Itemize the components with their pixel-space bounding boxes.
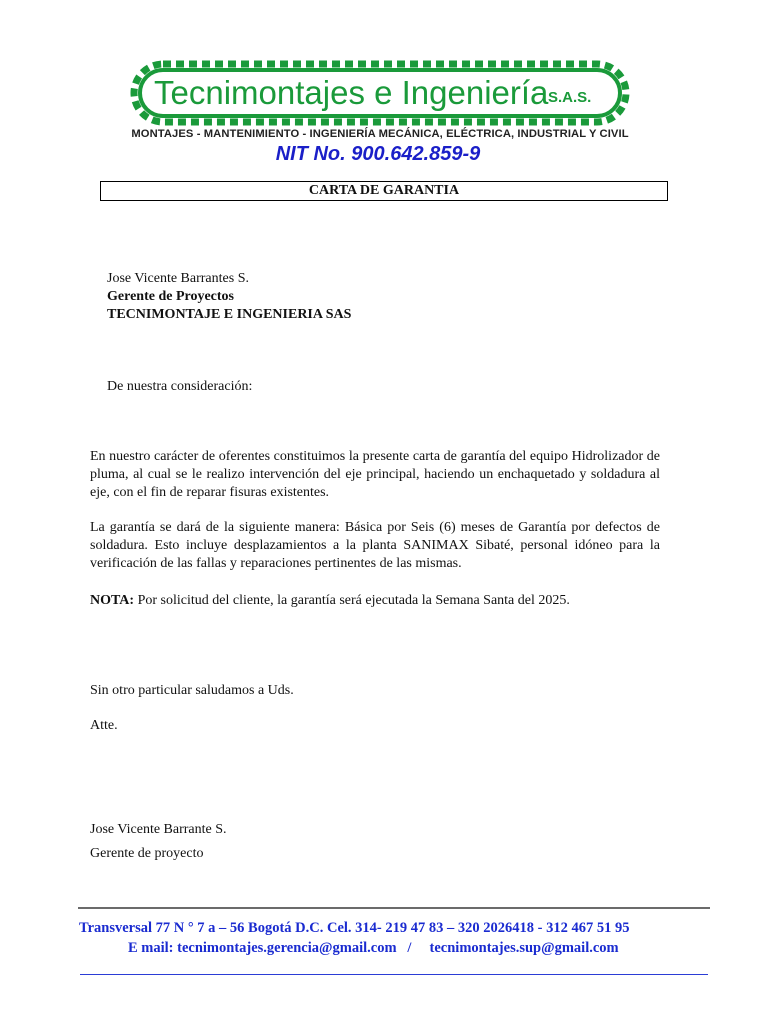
nit-number: NIT No. 900.642.859-9 [275,143,481,165]
closing-line: Sin otro particular saludamos a Uds. [90,683,294,698]
footer-address: Transversal 77 N ° 7 a – 56 Bogotá D.C. Cel. 314- 219 47 83 – 320 2026418 - 312 467 51 95 [79,920,630,936]
body-paragraph-1: En nuestro carácter de oferentes constituimos la presente carta de garantía del equipo Hidrolizador de pluma, al cual se le realizo intervención del eje principal, haciendo un enchaquetado y soldadura al eje, con el fin de reparar fisuras existentes. [90,449,660,500]
logo-suffix: S.A.S. [548,89,592,106]
body-paragraph-2: La garantía se dará de la siguiente manera: Básica por Seis (6) meses de Garantía por defectos de soldadura. Esto incluye desplazamientos a la planta SANIMAX Sibaté, personal idóneo para la verificación de las fallas y reparaciones pertinentes de las mismas. [90,520,660,571]
signature-name: Jose Vicente Barrante S. [90,822,227,837]
company-logo [120,58,640,128]
signature-position: Gerente de proyecto [90,846,204,861]
note-text: Por solicitud del cliente, la garantía será ejecutada la Semana Santa del 2025. [134,593,570,608]
recipient-position: Gerente de Proyectos [107,289,234,304]
document-title: CARTA DE GARANTIA [100,181,668,201]
logo-name: Tecnimontajes e Ingeniería [154,74,549,111]
recipient-name: Jose Vicente Barrantes S. [107,271,249,286]
footer-bottom-divider [80,974,708,975]
company-tagline: MONTAJES - MANTENIMIENTO - INGENIERÍA MECÁNICA, ELÉCTRICA, INDUSTRIAL Y CIVIL [131,128,629,140]
greeting: De nuestra consideración: [107,379,253,394]
farewell: Atte. [90,718,118,733]
recipient-company: TECNIMONTAJE E INGENIERIA SAS [107,307,352,322]
note-label: NOTA: [90,593,135,608]
footer-divider [78,907,710,909]
note-paragraph [90,592,660,610]
footer-emails: E mail: tecnimontajes.gerencia@gmail.com / tecnimontajes.sup@gmail.com [128,940,619,956]
